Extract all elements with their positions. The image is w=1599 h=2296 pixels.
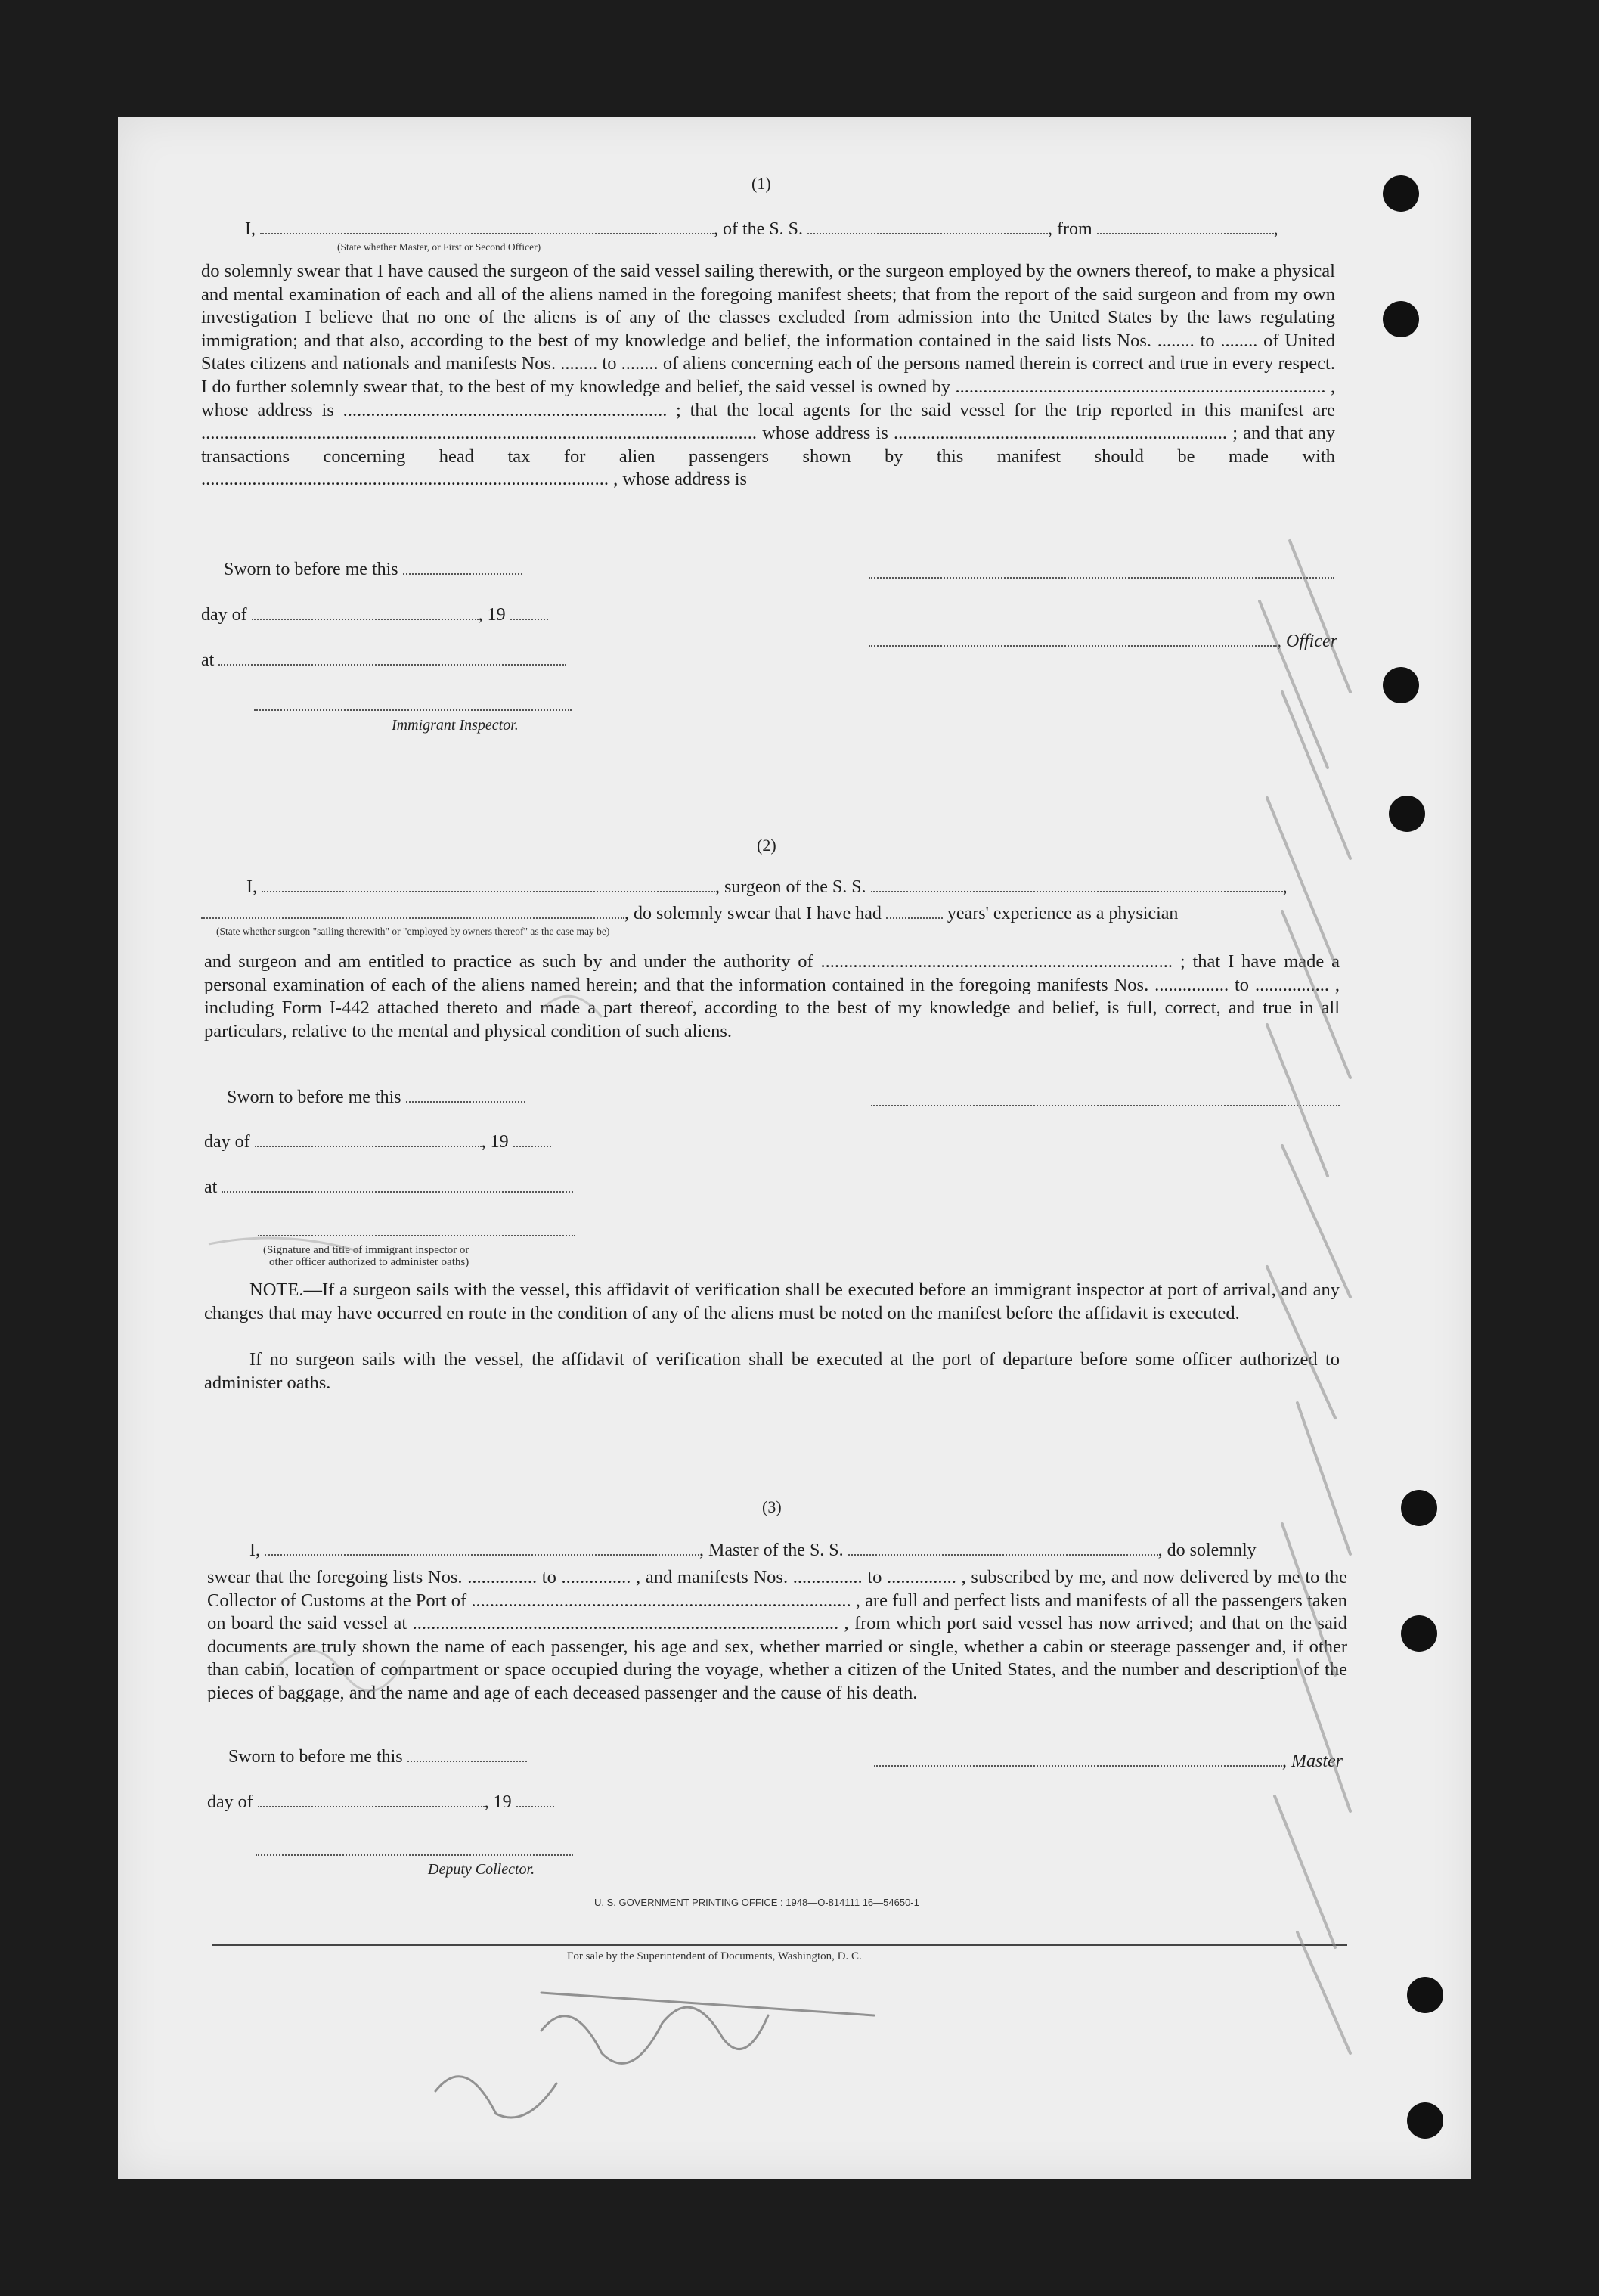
gpo-imprint: U. S. GOVERNMENT PRINTING OFFICE : 1948—O-814111 16—54650-1 <box>594 1897 919 1908</box>
section-1-oath-text: do solemnly swear that I have caused the surgeon of the said vessel sailing therewith, or the surgeon employed by the owners thereof, to make a physical and mental examination of each and all of the aliens named in the foregoing manifest sheets; that from the report of the said surgeon and from my own investigation I believe that no one of the aliens is of any of the classes excluded from admission into the United States by the laws regulating immigration; and that also, according to the best of my knowledge and belief, the information contained in the said lists Nos. ........ to ........ of United States citizens and nationals and manifests Nos. ........ to ........ of aliens concerning each of the persons named therein is correct and true in every respect. I do further solemnly swear that, to the best of my knowledge and belief, the said vessel is owned by ................................................................................ , whose address is ...................................................................... ; that the local agents for the said vessel for the trip reported in this manifest are ........................................................................................................................ whose address is ........................................................................ ; and that any transactions concerning head tax for alien passengers shown by this manifest should be made with ........................................................................................ , whose address is <box>201 261 1335 490</box>
day-of-field[interactable] <box>258 1792 485 1807</box>
of-ss-label: , of the S. S. <box>714 219 804 239</box>
from-label: , from <box>1048 219 1092 239</box>
ship-name-field[interactable] <box>807 219 1048 234</box>
pronoun-i: I, <box>245 219 256 239</box>
section-3-first-line <box>249 1540 1257 1561</box>
master-ship-field[interactable] <box>848 1540 1158 1556</box>
year-prefix: , 19 <box>481 1132 509 1152</box>
section-2-oath-text: and surgeon and am entitled to practice as such by and under the authority of ............................................................................ ; that I have made a personal examination of each of the aliens named herein; and that the information contained in the foregoing manifests Nos. ................ to ................ , including Form I-442 attached thereto and made a part thereof, according to the best of my knowledge and belief, is full, correct, and true in all particulars, relative to the mental and physical condition of such aliens. <box>204 951 1340 1041</box>
officer-signature-field[interactable] <box>869 631 1277 647</box>
binder-hole <box>1407 2102 1443 2139</box>
master-name-field[interactable] <box>265 1540 699 1556</box>
s1-day-of-line <box>201 605 548 625</box>
sale-notice: For sale by the Superintendent of Documents, Washington, D. C. <box>567 1950 862 1962</box>
master-of-label: , Master of the S. S. <box>699 1540 844 1560</box>
sig-note-line-1: (Signature and title of immigrant inspector or <box>263 1244 469 1256</box>
s3-sworn-line <box>228 1747 527 1767</box>
master-label: , Master <box>1282 1751 1343 1771</box>
pronoun-i: I, <box>249 1540 260 1560</box>
footer-rule <box>212 1944 1347 1946</box>
do-solemnly-label: , do solemnly <box>1157 1540 1257 1560</box>
year-field[interactable] <box>513 1132 551 1147</box>
s1-officer-line <box>869 631 1337 652</box>
surgeon-status-field[interactable] <box>201 904 624 919</box>
s2-at-line <box>204 1177 573 1198</box>
binder-hole <box>1401 1490 1437 1526</box>
master-signature-field[interactable] <box>874 1751 1282 1767</box>
officer-signature-line-1[interactable] <box>869 577 1334 579</box>
pronoun-i: I, <box>246 877 257 897</box>
deputy-collector-label: Deputy Collector. <box>428 1861 535 1878</box>
at-field[interactable] <box>222 1177 573 1193</box>
day-of-label: day of <box>201 605 247 625</box>
section-1-first-line: I, , of the S. S. , from , <box>245 219 1278 239</box>
sworn-label: Sworn to before me this <box>224 560 398 579</box>
sig-note-line-2: other officer authorized to administer oaths) <box>269 1256 469 1268</box>
binder-hole <box>1407 1977 1443 2013</box>
years-field[interactable] <box>886 904 943 919</box>
s2-day-of-line <box>204 1132 551 1153</box>
sworn-date-field[interactable] <box>407 1747 527 1762</box>
years-label: years' experience as a physician <box>947 904 1179 923</box>
s3-day-of-line <box>207 1792 554 1813</box>
at-field[interactable] <box>218 650 566 666</box>
section-2-number: (2) <box>757 836 776 855</box>
sworn-date-field[interactable] <box>403 560 522 575</box>
s2-sworn-line <box>227 1087 525 1108</box>
document-page <box>118 117 1471 2179</box>
section-2-first-line: I, , surgeon of the S. S. , <box>246 877 1288 897</box>
s1-sworn-line <box>224 560 522 580</box>
day-of-label: day of <box>204 1132 250 1152</box>
binder-hole <box>1383 301 1419 337</box>
surgeon-of-label: , surgeon of the S. S. <box>715 877 866 897</box>
year-field[interactable] <box>516 1792 554 1807</box>
sworn-label: Sworn to before me this <box>227 1087 401 1107</box>
year-prefix: , 19 <box>484 1792 512 1812</box>
immigrant-inspector-label: Immigrant Inspector. <box>392 717 519 734</box>
binder-hole <box>1383 175 1419 212</box>
section-2-swear-line <box>201 904 1178 924</box>
sworn-date-field[interactable] <box>406 1087 525 1103</box>
section-1-number: (1) <box>751 174 771 193</box>
surgeon-signature-line[interactable] <box>871 1105 1340 1106</box>
no-surgeon-note-paragraph: If no surgeon sails with the vessel, the affidavit of verification shall be executed at the port of departure before some officer authorized to administer oaths. <box>204 1349 1340 1393</box>
officer-rank-note: (State whether Master, or First or Second Officer) <box>337 241 541 253</box>
section-3-number: (3) <box>762 1497 782 1516</box>
surgeon-note-paragraph: NOTE.—If a surgeon sails with the vessel, this affidavit of verification shall be executed before an immigrant inspector at port of arrival, and any changes that may have occurred en route in the condition of any of the aliens must be noted on the manifest before the affidavit is executed. <box>204 1280 1340 1323</box>
day-of-field[interactable] <box>255 1132 482 1147</box>
swear-label: , do solemnly swear that I have had <box>624 904 882 923</box>
surgeon-status-note: (State whether surgeon "sailing therewith" or "employed by owners thereof" as the case may be) <box>216 926 610 937</box>
day-of-label: day of <box>207 1792 253 1812</box>
at-label: at <box>201 650 215 670</box>
collector-signature-line[interactable] <box>256 1854 573 1856</box>
officer-name-field[interactable] <box>260 219 714 234</box>
sworn-label: Sworn to before me this <box>228 1747 403 1767</box>
surgeon-ship-field[interactable] <box>871 877 1283 892</box>
binder-hole <box>1383 667 1419 703</box>
inspector-signature-line[interactable] <box>258 1235 575 1236</box>
surgeon-name-field[interactable] <box>262 877 715 892</box>
inspector-signature-line[interactable] <box>254 709 572 711</box>
section-3-oath-text: swear that the foregoing lists Nos. ............... to ............... , and manifests Nos. ............... to ............... , subscribed by me, and now delivered by me to the Collector of Customs at the Port of .................................................................................. , are full and perfect lists and manifests of all the passengers taken on board the said vessel at ............................................................................................ , from which port said vessel has now arrived; and that on the said documents are truly shown the name of each passenger, his age and sex, whether married or single, whether a cabin or steerage passenger and, if other than cabin, location of compartment or space occupied during the voyage, whether a citizen of the United States, and the number and description of the pieces of baggage, and the name and age of each deceased passenger and the cause of his death. <box>207 1567 1347 1703</box>
s3-master-line <box>874 1751 1343 1772</box>
day-of-field[interactable] <box>252 605 479 620</box>
officer-label: , Officer <box>1277 631 1337 651</box>
s1-at-line <box>201 650 566 671</box>
binder-hole <box>1401 1615 1437 1652</box>
at-label: at <box>204 1177 218 1197</box>
year-prefix: , 19 <box>478 605 506 625</box>
year-field[interactable] <box>510 605 548 620</box>
from-field[interactable] <box>1097 219 1274 234</box>
binder-hole <box>1389 796 1425 832</box>
